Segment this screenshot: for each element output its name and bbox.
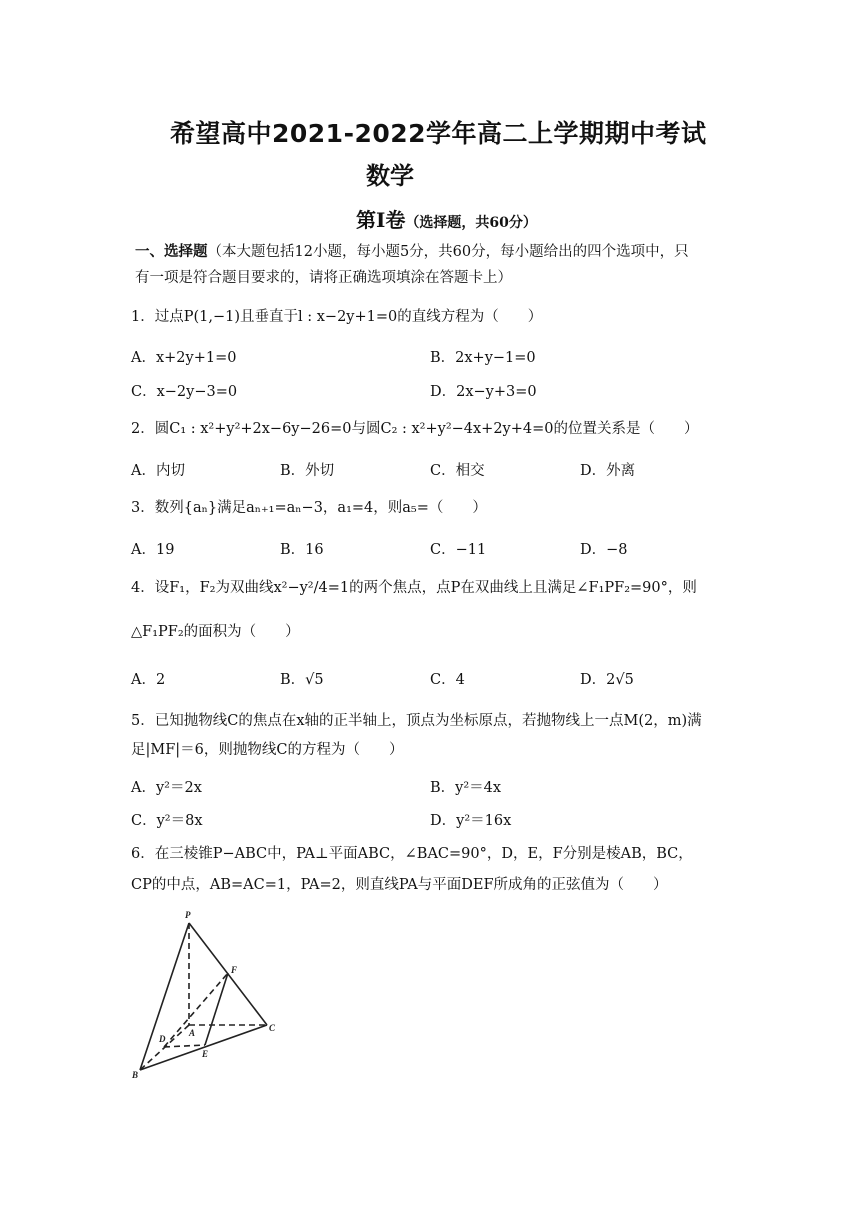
question-3-option-d: D．−8	[580, 542, 628, 558]
segment-DF	[164, 973, 228, 1047]
question-4-stem-line1: 4．设F₁，F₂为双曲线x²−y²/4=1的两个焦点，点P在双曲线上且满足∠F₁PF₂=90°，则	[131, 580, 697, 596]
volume-note: （选择题，共60分）	[405, 215, 537, 231]
question-5-option-a: A．y²＝2x	[131, 780, 202, 796]
section-heading: 一、选择题	[135, 243, 208, 260]
question-1-option-d: D．2x−y+3=0	[430, 384, 537, 400]
question-4-stem-line2: △F₁PF₂的面积为（ ）	[131, 624, 300, 640]
label-C: C	[269, 1023, 276, 1033]
section-instruction-line2: 有一项是符合题目要求的，请将正确选项填涂在答题卡上）	[135, 270, 512, 286]
question-2-option-c: C．相交	[430, 463, 485, 479]
label-A: A	[189, 1028, 196, 1038]
question-2-option-b: B．外切	[280, 463, 335, 479]
question-4-option-d: D．2√5	[580, 672, 634, 688]
question-4-option-b: B．√5	[280, 672, 324, 688]
question-6-stem-line2: CP的中点，AB=AC=1，PA=2，则直线PA与平面DEF所成角的正弦值为（ ）	[131, 877, 668, 893]
label-D: D	[159, 1034, 166, 1044]
question-5-stem-line2: 足|MF|＝6，则抛物线C的方程为（ ）	[131, 742, 404, 758]
question-2-option-a: A．内切	[131, 463, 185, 479]
edge-BC	[140, 1025, 267, 1070]
question-3-option-a: A．19	[131, 542, 175, 558]
section-instruction-line1	[135, 242, 689, 262]
question-2-option-d: D．外离	[580, 463, 636, 479]
segment-DE	[164, 1045, 205, 1047]
label-F: F	[231, 965, 238, 975]
question-1-option-c: C．x−2y−3=0	[131, 384, 238, 400]
question-2-stem: 2．圆C₁ : x²+y²+2x−6y−26=0与圆C₂ : x²+y²−4x+2y+4=0的位置关系是（ ）	[131, 421, 699, 437]
volume-label: 第I卷	[356, 208, 406, 232]
label-B: B	[132, 1070, 139, 1080]
question-5-option-b: B．y²＝4x	[430, 780, 502, 796]
label-E: E	[202, 1049, 209, 1059]
tetrahedron-figure	[125, 905, 295, 1105]
label-P: P	[185, 910, 191, 920]
question-3-option-c: C．−11	[430, 542, 487, 558]
question-5-stem-line1: 5．已知抛物线C的焦点在x轴的正半轴上，顶点为坐标原点，若抛物线上一点M(2，m)满	[131, 713, 702, 729]
subject-title: 数学	[366, 162, 414, 190]
question-4-option-a: A．2	[131, 672, 166, 688]
question-6-stem-line1: 6．在三棱锥P−ABC中，PA⊥平面ABC，∠BAC=90°，D，E，F分别是棱AB，BC，	[131, 846, 693, 862]
volume-title	[356, 204, 537, 233]
question-5-option-d: D．y²＝16x	[430, 813, 512, 829]
question-4-option-c: C．4	[430, 672, 465, 688]
page-title: 希望高中2021-2022学年高二上学期期中考试	[170, 119, 707, 148]
question-1-option-a: A．x+2y+1=0	[131, 350, 237, 366]
question-5-option-c: C．y²＝8x	[131, 813, 203, 829]
question-3-stem: 3．数列{aₙ}满足aₙ₊₁=aₙ−3，a₁=4，则a₅=（ ）	[131, 500, 487, 516]
question-3-option-b: B．16	[280, 542, 324, 558]
segment-FE	[205, 973, 228, 1045]
question-1-stem: 1．过点P(1,−1)且垂直于l : x−2y+1=0的直线方程为（ ）	[131, 309, 543, 325]
section-instruction-text: （本大题包括12小题，每小题5分，共60分，每小题给出的四个选项中，只	[207, 244, 689, 260]
question-1-option-b: B．2x+y−1=0	[430, 350, 536, 366]
